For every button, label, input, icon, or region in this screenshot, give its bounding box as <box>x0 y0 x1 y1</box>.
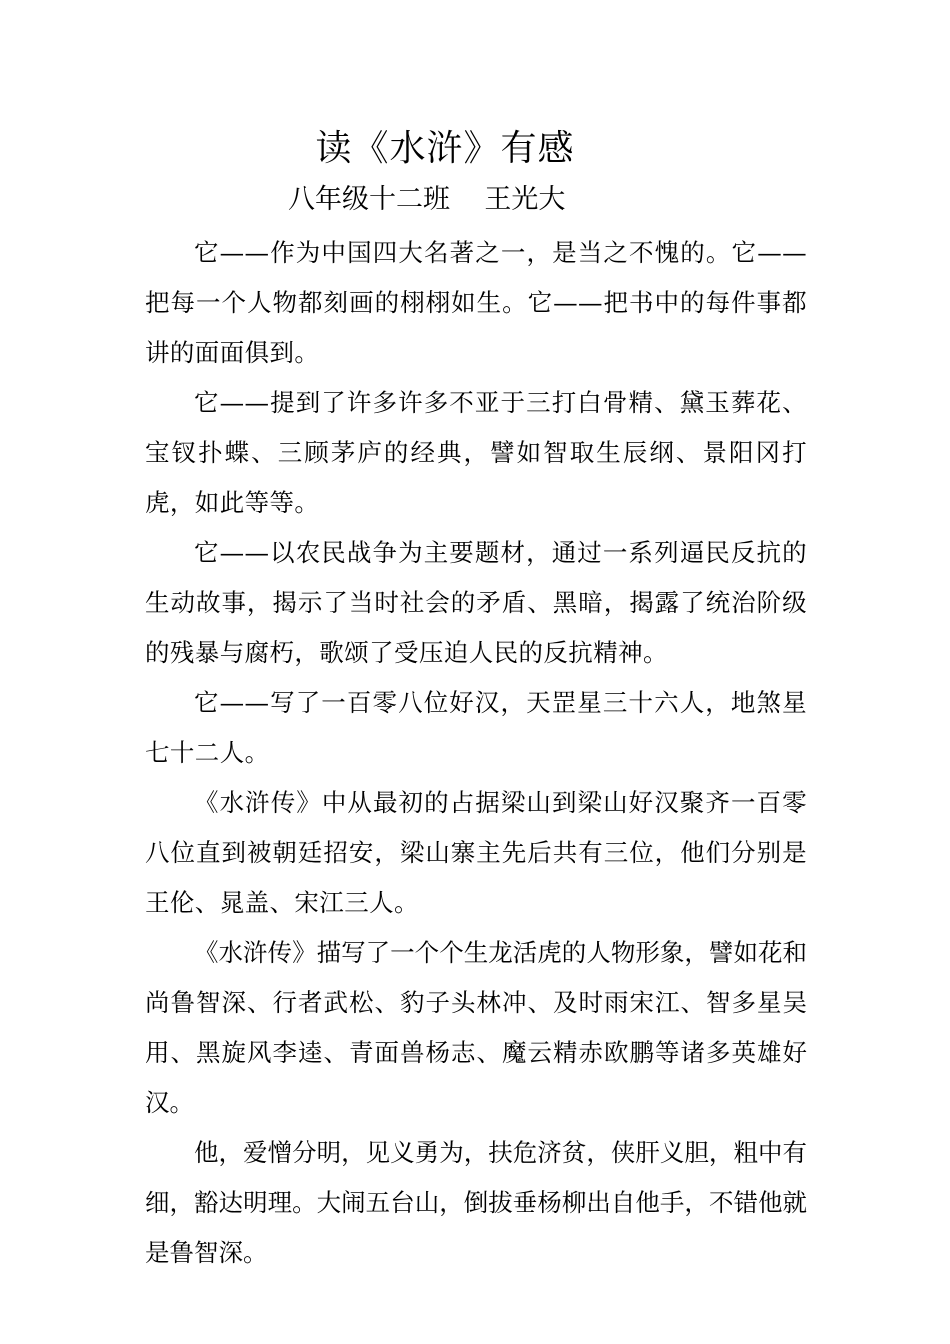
paragraph: 《水浒传》中从最初的占据梁山到梁山好汉聚齐一百零八位直到被朝廷招安，梁山寨主先后共有三位，他们分别是王伦、晁盖、宋江三人。 <box>145 788 807 917</box>
paragraph: 它——提到了许多许多不亚于三打白骨精、黛玉葬花、宝钗扑蝶、三顾茅庐的经典，譬如智取生辰纲、景阳冈打虎，如此等等。 <box>145 388 807 517</box>
paragraph: 它——写了一百零八位好汉，天罡星三十六人，地煞星七十二人。 <box>145 688 807 767</box>
document-title: 读《水浒》有感 <box>315 128 575 169</box>
paragraph: 《水浒传》描写了一个个生龙活虎的人物形象，譬如花和尚鲁智深、行者武松、豹子头林冲、及时雨宋江、智多星吴用、黑旋风李逵、青面兽杨志、魔云精赤欧鹏等诸多英雄好汉。 <box>145 938 807 1117</box>
document-body <box>145 228 807 1278</box>
paragraph: 它——作为中国四大名著之一，是当之不愧的。它——把每一个人物都刻画的栩栩如生。它——把书中的每件事都讲的面面俱到。 <box>145 238 807 367</box>
paragraph: 它——以农民战争为主要题材，通过一系列逼民反抗的生动故事，揭示了当时社会的矛盾、黑暗，揭露了统治阶级的残暴与腐朽，歌颂了受压迫人民的反抗精神。 <box>145 538 807 667</box>
author-byline: 八年级十二班 王光大 <box>288 184 566 215</box>
paragraph: 他，爱憎分明，见义勇为，扶危济贫，侠肝义胆，粗中有细，豁达明理。大闹五台山，倒拔垂杨柳出自他手，不错他就是鲁智深。 <box>145 1138 807 1267</box>
